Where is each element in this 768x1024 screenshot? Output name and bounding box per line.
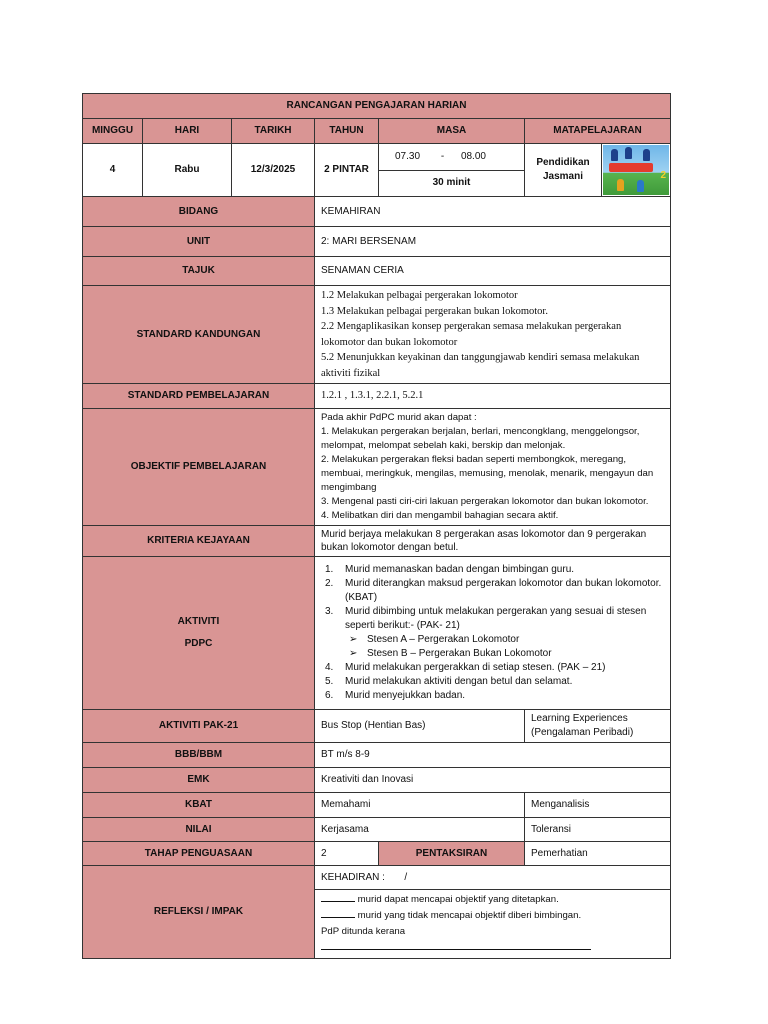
value-standard-kandungan (315, 286, 671, 384)
value-tajuk: SENAMAN CERIA (315, 257, 671, 286)
header-matapelajaran: MATAPELAJARAN (525, 119, 671, 144)
objektif-intro: Pada akhir PdPC murid akan dapat : (321, 412, 477, 423)
label-tajuk: TAJUK (83, 257, 315, 286)
header-minggu: MINGGU (83, 119, 143, 144)
aktiviti-item (323, 577, 664, 605)
sk-item: 5.2 Menunjukkan keyakinan dan tanggungjawab kendiri semasa melakukan aktiviti fizikal (321, 352, 640, 379)
value-objektif (315, 409, 671, 526)
label-kriteria: KRITERIA KEJAYAAN (83, 526, 315, 557)
refleksi-text: murid dapat mencapai objektif yang ditetapkan. (357, 894, 559, 905)
aktiviti-subitem (323, 633, 664, 647)
aktiviti-item (323, 689, 664, 703)
value-tarikh: 12/3/2025 (232, 144, 315, 197)
aktiviti-text: Murid melakukan aktiviti dengan betul dan selamat. (345, 676, 573, 687)
sk-item: 2.2 Mengaplikasikan konsep pergerakan semasa melakukan pergerakan lokomotor dan bukan lokomotor (321, 321, 622, 348)
aktiviti-number: 5. (325, 676, 334, 687)
value-tahun: 2 PINTAR (315, 144, 379, 197)
label-bidang: BIDANG (83, 197, 315, 227)
logo-number: 2 (660, 170, 667, 181)
label-nilai: NILAI (83, 818, 315, 842)
label-aktiviti-pak21: AKTIVITI PAK-21 (83, 710, 315, 743)
value-kehadiran: KEHADIRAN : / (315, 866, 671, 890)
aktiviti-item (323, 675, 664, 689)
refleksi-line (321, 908, 664, 924)
header-tarikh: TARIKH (232, 119, 315, 144)
value-kriteria: Murid berjaya melakukan 8 pergerakan asas lokomotor dan 9 pergerakan bukan lokomotor dengan betul. (315, 526, 671, 557)
aktiviti-number: 1. (325, 564, 334, 575)
aktiviti-text: Murid diterangkan maksud pergerakan lokomotor dan bukan lokomotor. (KBAT) (345, 578, 662, 603)
arrow-bullet-icon: ➢ (349, 634, 358, 645)
aktiviti-item (323, 563, 664, 577)
aktiviti-number: 2. (325, 578, 334, 589)
objektif-item: 2. Melakukan pergerakan fleksi badan seperti membongkok, meregang, membuai, meringkuk, mengilas, memusing, menolak, menarik, mengayun dan mengimbang (321, 454, 654, 493)
blank-line (321, 908, 355, 918)
aktiviti-text: Murid memanaskan badan dengan bimbingan guru. (345, 564, 575, 575)
figure-icon (643, 149, 650, 161)
value-pentaksiran: Pemerhatian (525, 842, 671, 866)
aktiviti-item (323, 605, 664, 633)
refleksi-text: murid yang tidak mencapai objektif diberi bimbingan. (357, 910, 582, 921)
masa-dash: - (440, 150, 445, 162)
header-hari: HARI (143, 119, 232, 144)
aktiviti-number: 6. (325, 690, 334, 701)
label-kbat: KBAT (83, 793, 315, 818)
aktiviti-subitem (323, 647, 664, 661)
figure-icon (637, 180, 644, 192)
label-refleksi: REFLEKSI / IMPAK (83, 866, 315, 959)
aktiviti-number: 3. (325, 606, 334, 617)
subject-logo-image (603, 145, 669, 195)
label-tahap: TAHAP PENGUASAAN (83, 842, 315, 866)
value-kbat-1: Memahami (315, 793, 525, 818)
objektif-item: 1. Melakukan pergerakan berjalan, berlari, mencongklang, menggelongsor, melompat, melompat sebelah kaki, berskip dan melonjak. (321, 426, 640, 451)
aktiviti-text: Murid melakukan pergerakkan di setiap stesen. (PAK – 21) (345, 662, 606, 673)
lesson-plan-sheet (82, 93, 670, 959)
page-title: RANCANGAN PENGAJARAN HARIAN (83, 94, 671, 119)
figure-icon (611, 149, 618, 161)
masa-end: 08.00 (460, 150, 486, 162)
label-pdpc: PDPC (184, 638, 213, 649)
lesson-plan-table (82, 93, 671, 959)
value-unit: 2: MARI BERSENAM (315, 227, 671, 257)
aktiviti-list (323, 563, 664, 703)
aktiviti-number: 4. (325, 662, 334, 673)
objektif-item: 3. Mengenal pasti ciri-ciri lakuan pergerakan lokomotor dan bukan lokomotor. (321, 496, 649, 507)
value-duration: 30 minit (379, 170, 525, 197)
header-masa: MASA (379, 119, 525, 144)
aktiviti-text: Murid menyejukkan badan. (345, 690, 466, 701)
value-bbb: BT m/s 8-9 (315, 743, 671, 768)
refleksi-line (321, 892, 664, 908)
value-masa-time (379, 144, 525, 171)
aktiviti-text: Stesen A – Pergerakan Lokomotor (367, 634, 520, 645)
label-unit: UNIT (83, 227, 315, 257)
blank-line (321, 892, 355, 902)
label-objektif: OBJEKTIF PEMBELAJARAN (83, 409, 315, 526)
value-nilai-2: Toleransi (525, 818, 671, 842)
value-standard-pembelajaran: 1.2.1 , 1.3.1, 2.2.1, 5.2.1 (315, 384, 671, 409)
value-pak21-1: Bus Stop (Hentian Bas) (315, 710, 525, 743)
value-refleksi (315, 890, 671, 959)
arrow-bullet-icon: ➢ (349, 648, 358, 659)
banner-icon (609, 163, 653, 172)
header-tahun: TAHUN (315, 119, 379, 144)
value-aktiviti (315, 557, 671, 710)
figure-icon (625, 147, 632, 159)
subject-logo-cell (602, 144, 671, 197)
aktiviti-text: Murid dibimbing untuk melakukan pergerakan yang sesuai di stesen seperti berikut:- (PAK- 21) (345, 606, 647, 631)
label-pentaksiran: PENTAKSIRAN (379, 842, 525, 866)
value-kbat-2: Menganalisis (525, 793, 671, 818)
aktiviti-text: Stesen B – Pergerakan Bukan Lokomotor (367, 648, 552, 659)
sk-item: 1.2 Melakukan pelbagai pergerakan lokomotor (321, 290, 518, 301)
aktiviti-item (323, 661, 664, 675)
value-nilai-1: Kerjasama (315, 818, 525, 842)
value-hari: Rabu (143, 144, 232, 197)
value-minggu: 4 (83, 144, 143, 197)
value-subject: Pendidikan Jasmani (525, 144, 602, 197)
figure-icon (617, 179, 624, 191)
refleksi-text: PdP ditunda kerana (321, 926, 406, 937)
blank-line (321, 940, 591, 950)
label-aktiviti-pdpc (83, 557, 315, 710)
value-tahap: 2 (315, 842, 379, 866)
sk-item: 1.3 Melakukan pelbagai pergerakan bukan lokomotor. (321, 305, 548, 317)
label-standard-kandungan: STANDARD KANDUNGAN (83, 286, 315, 384)
objektif-item: 4. Melibatkan diri dan mengambil bahagian secara aktif. (321, 510, 559, 521)
label-bbb: BBB/BBM (83, 743, 315, 768)
label-aktiviti: AKTIVITI (177, 616, 220, 627)
refleksi-line (321, 924, 664, 956)
value-pak21-2: Learning Experiences (Pengalaman Peribadi) (525, 710, 671, 743)
masa-start: 07.30 (395, 150, 421, 162)
label-standard-pembelajaran: STANDARD PEMBELAJARAN (83, 384, 315, 409)
value-emk: Kreativiti dan Inovasi (315, 768, 671, 793)
label-emk: EMK (83, 768, 315, 793)
value-bidang: KEMAHIRAN (315, 197, 671, 227)
